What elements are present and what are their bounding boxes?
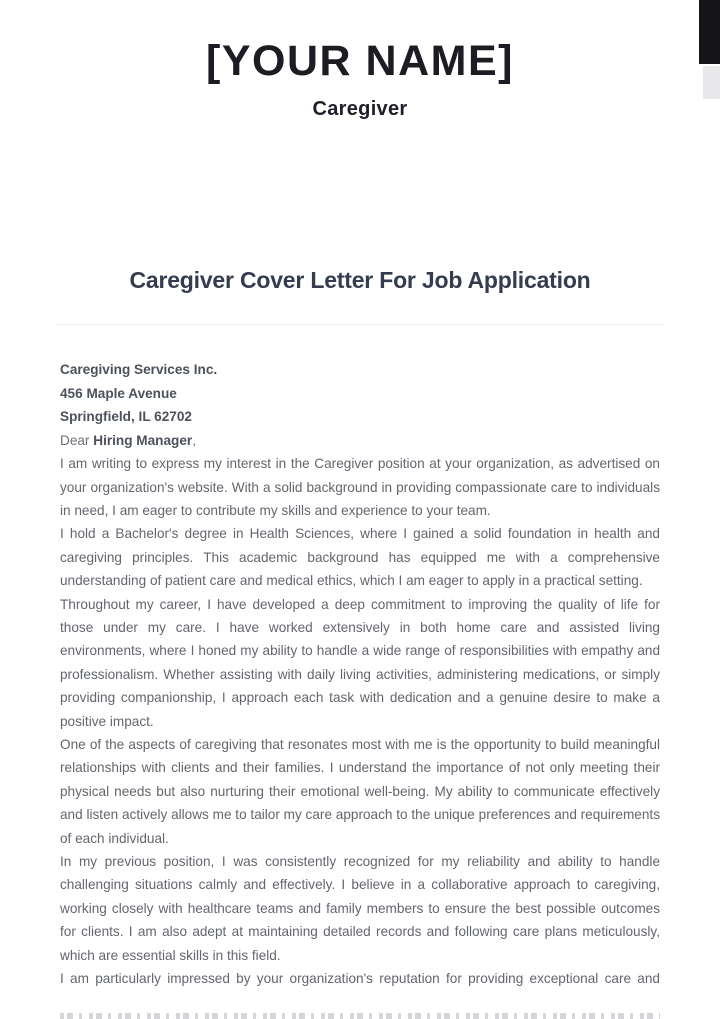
divider <box>55 324 665 325</box>
salutation <box>60 429 660 452</box>
clipped-text-line <box>60 1013 660 1019</box>
applicant-name-placeholder: [YOUR NAME] <box>206 37 514 85</box>
page-title: Caregiver Cover Letter For Job Application <box>129 266 591 293</box>
salutation-prefix: Dear <box>60 432 94 448</box>
salutation-suffix: , <box>192 432 196 448</box>
paragraph-education: I hold a Bachelor's degree in Health Sciences, where I gained a solid foundation in health and caregiving principles. This academic background has equipped me with a comprehensive understanding of patient care and medical ethics, which I am eager to apply in a practical setting. <box>60 526 660 589</box>
recipient-company: Caregiving Services Inc. <box>60 362 218 378</box>
paragraph-previous-position: In my previous position, I was consistently recognized for my reliability and ability to handle challenging situations calmly and effectively. I believe in a collaborative approach to caregiving, working closely with healthcare teams and family members to ensure the best possible outcomes for clients. I am also adept at maintaining detailed records and following care plans meticulously, which are essential skills in this field. <box>60 854 660 963</box>
recipient-street: 456 Maple Avenue <box>60 385 177 401</box>
letter-body <box>60 358 660 990</box>
paragraph-career: Throughout my career, I have developed a deep commitment to improving the quality of life for those under my care. I have worked extensively in both home care and assisted living environments, where I honed my ability to handle a wide range of responsibilities with empathy and professionalism. Whether assisting with daily living activities, administering medications, or simply providing companionship, I approach each task with dedication and a genuine desire to make a positive impact. <box>60 596 660 729</box>
salutation-name: Hiring Manager <box>93 432 193 448</box>
letterhead <box>0 0 720 121</box>
paragraph-intro: I am writing to express my interest in the Caregiver position at your organization, as advertised on your organization's website. With a solid background in providing compassionate care to individuals in need, I am eager to contribute my skills and experience to your team. <box>60 456 660 518</box>
recipient-block <box>60 358 660 428</box>
paragraph-relationships: One of the aspects of caregiving that resonates most with me is the opportunity to build meaningful relationships with clients and their families. I understand the importance of not only meeting their physical needs but also nurturing their emotional well-being. My ability to communicate effectively and listen actively allows me to tailor my care approach to the unique preferences and requirements of each individual. <box>60 736 660 846</box>
corner-black-block <box>699 0 720 64</box>
applicant-role: Caregiver <box>312 97 408 120</box>
paragraph-closing-clipped: I am particularly impressed by your organization's reputation for providing exceptional care and <box>60 971 660 987</box>
corner-gray-block <box>703 66 720 99</box>
recipient-city: Springfield, IL 62702 <box>60 409 192 425</box>
